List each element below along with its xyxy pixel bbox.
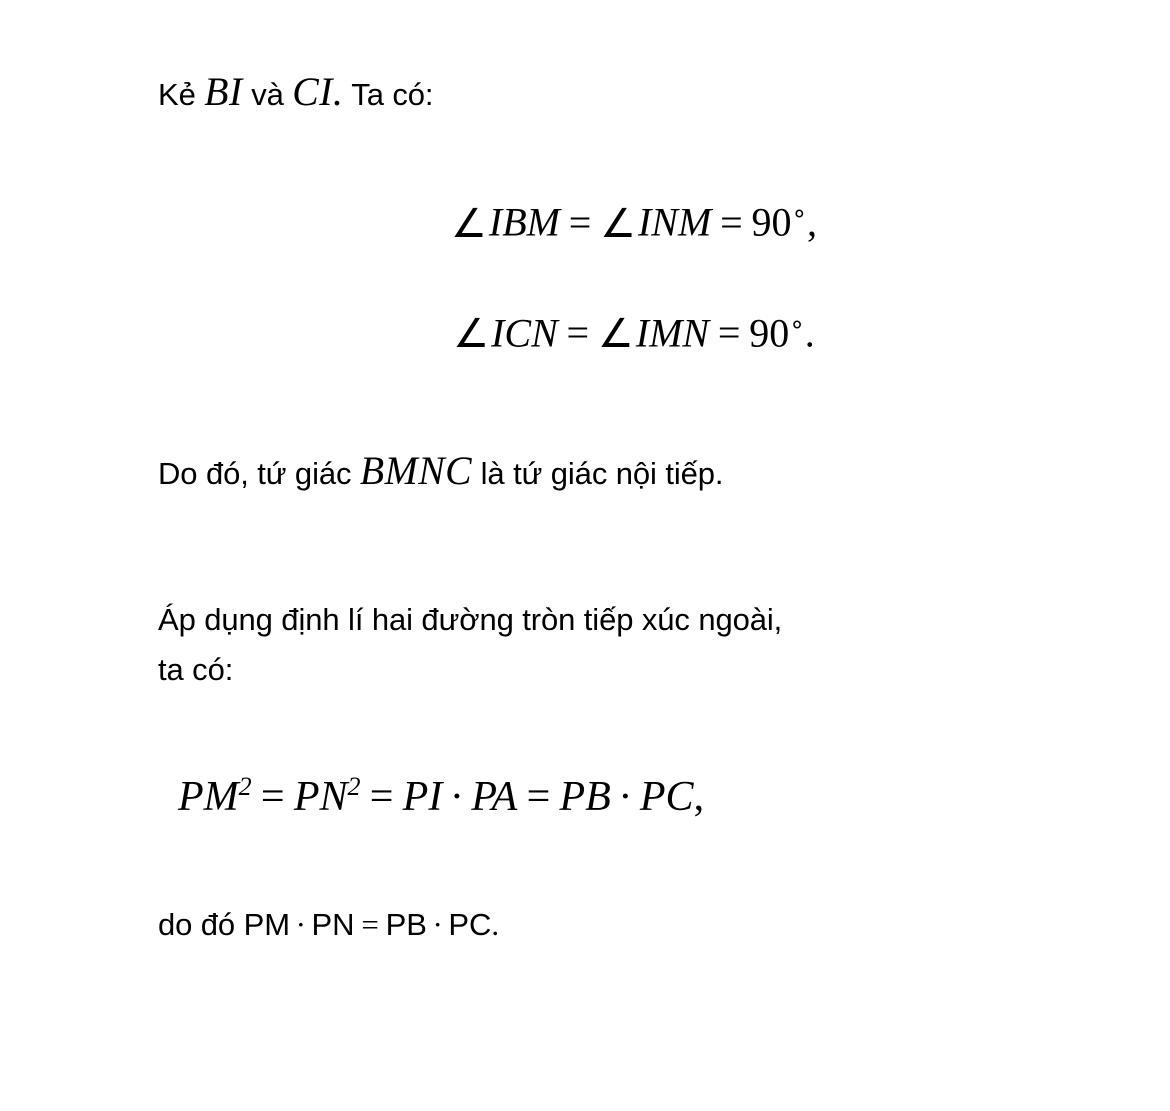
application-line-1: Áp dụng định lí hai đường tròn tiếp xúc ngoài, <box>158 602 783 638</box>
angle-symbol-4: ∠ <box>597 310 634 356</box>
eq2-term-1: ICN <box>491 309 558 355</box>
intro-text-before: Kẻ <box>158 77 205 112</box>
math-ci: CI. <box>292 70 344 114</box>
eq1-value: 90 <box>751 199 792 245</box>
angle-symbol-3: ∠ <box>453 310 490 356</box>
paragraph-conclusion-1 <box>158 439 1110 503</box>
conclusion1-after: là tứ giác nội tiếp. <box>472 455 724 491</box>
intro-text-after: Ta có: <box>343 77 434 112</box>
equation-1 <box>158 199 1110 246</box>
conclusion2-before: do đó <box>158 906 244 942</box>
conclusion2-term-2: PN <box>311 906 355 942</box>
angle-symbol-1: ∠ <box>451 200 487 246</box>
eq3-term-2-exponent: 2 <box>347 771 361 801</box>
paragraph-conclusion-2 <box>158 900 1110 950</box>
paragraph-intro <box>158 60 1110 124</box>
angle-symbol-2: ∠ <box>600 200 636 246</box>
eq3-rel-1: = <box>260 773 285 820</box>
eq1-term-2: INM <box>637 199 712 245</box>
eq2-term-2: IMN <box>635 309 710 355</box>
conclusion2-dot-1: · <box>295 906 306 942</box>
eq3-term-1-exponent: 2 <box>238 771 252 801</box>
conclusion2-term-1: PM <box>243 906 291 942</box>
math-bmnc: BMNC <box>359 448 473 493</box>
paragraph-application <box>158 595 1110 695</box>
application-line-2: ta có: <box>158 652 234 688</box>
equation-2 <box>158 309 1110 356</box>
conclusion2-rel: = <box>361 906 379 942</box>
eq2-rel-1: = <box>566 309 590 355</box>
eq3-rel-2: = <box>369 773 394 820</box>
equation-3 <box>158 771 1110 820</box>
eq3-term-1: PM <box>178 773 239 820</box>
eq3-dot-2: · <box>618 773 633 820</box>
eq2-rel-2: = <box>717 309 741 355</box>
eq3-term-4: PA <box>471 773 518 820</box>
conclusion2-term-3: PB <box>385 906 427 942</box>
math-bi: BI <box>204 70 243 114</box>
eq3-rel-3: = <box>526 773 551 820</box>
eq3-term-3: PI <box>402 773 443 820</box>
conclusion2-dot-2: · <box>432 906 443 942</box>
intro-text-middle: và <box>242 77 293 112</box>
eq1-rel-2: = <box>720 199 743 245</box>
eq1-punct: , <box>806 199 817 245</box>
conclusion1-before: Do đó, tứ giác <box>158 455 360 491</box>
eq2-value: 90 <box>749 309 790 355</box>
degree-symbol-1: ∘ <box>791 200 807 228</box>
degree-symbol-2: ∘ <box>789 310 805 338</box>
eq3-dot-1: · <box>449 773 464 820</box>
eq3-term-5: PB <box>559 773 611 820</box>
eq3-term-6: PC <box>639 773 694 820</box>
eq1-rel-1: = <box>568 199 592 245</box>
conclusion2-punct: . <box>491 906 500 942</box>
eq3-punct: , <box>693 773 705 820</box>
conclusion2-term-4: PC <box>448 906 492 942</box>
eq3-term-2: PN <box>293 773 348 820</box>
eq2-punct: . <box>804 309 815 355</box>
eq1-term-1: IBM <box>488 199 560 245</box>
